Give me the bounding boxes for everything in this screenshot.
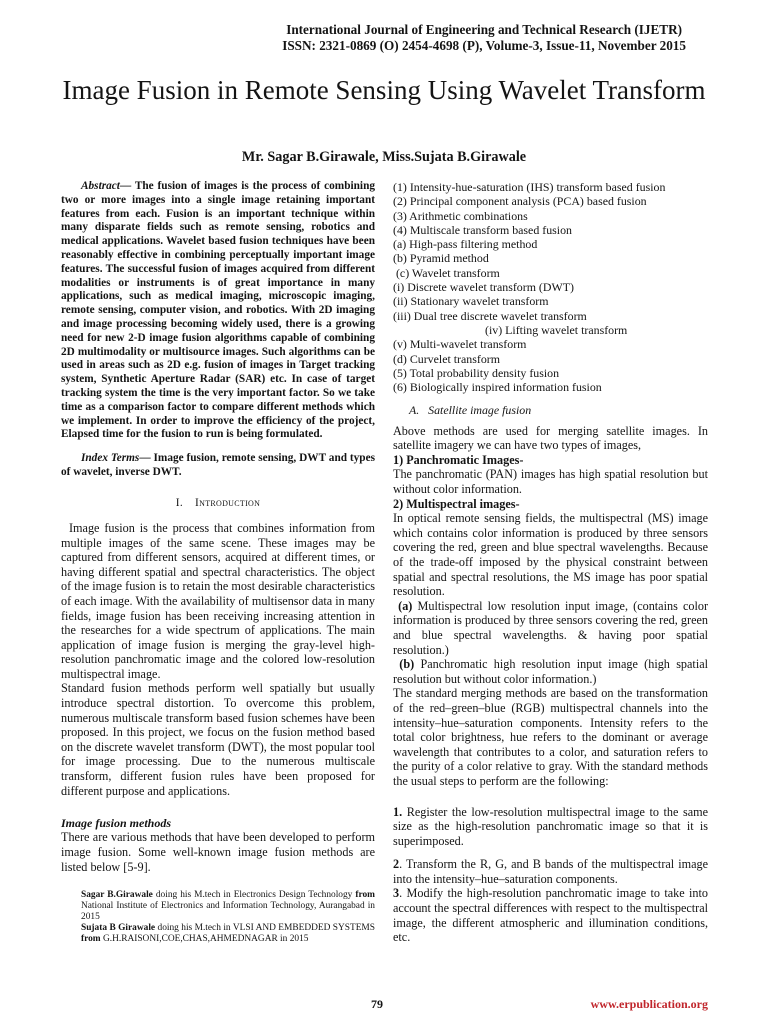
abstract <box>61 180 375 442</box>
multispectral-text: In optical remote sensing fields, the multispectral (MS) image which contains color information is produced by three sensors covering the red, green and blue spectral wavelengths. Because of the trade-off imposed by the physical constraint between spatial and spectral resolutions, the MS image has poor spatial resolution. <box>393 511 708 599</box>
list-item: (i) Discrete wavelet transform (DWT) <box>393 280 574 295</box>
list-item: (1) Intensity-hue-saturation (IHS) transform based fusion <box>393 180 666 194</box>
journal-issn: ISSN: 2321-0869 (O) 2454-4698 (P), Volume-3, Issue-11, November 2015 <box>282 38 686 53</box>
footnote-author-1 <box>81 890 375 923</box>
abstract-label: Abstract <box>81 180 120 192</box>
intro-paragraph-2: Standard fusion methods perform well spatially but usually introduce spectral distortion. To overcome this problem, numerous multiscale transform based fusion schemes have been proposed. In this project, we focus on the fusion method based on the discrete wavelet transform (DWT), the most popular tool for image processing. Due to the numerous multiscale transform, different fusion rules have been proposed for different purpose and applications. <box>61 681 375 798</box>
step-3-num: 3 <box>393 886 400 901</box>
footnote-author-2-inst: G.H.RAISONI,COE,CHAS,AHMEDNAGAR in 2015 <box>100 934 309 945</box>
step-2 <box>393 857 708 886</box>
standard-methods-text: The standard merging methods are based on the transformation of the red–green–blue (RGB) multispectral channels into the intensity–hue–saturation components. Intensity refers to the total color brightness, hue refers to the dominant or average wavelength that contributes to a color, and saturation refers to the purity of a color relative to gray. With the standard methods the usual steps to perform are the following: <box>393 686 708 788</box>
paper-authors: Mr. Sagar B.Girawale, Miss.Sujata B.Girawale <box>241 149 527 165</box>
list-item: (5) Total probability density fusion <box>393 365 560 380</box>
list-item: (b) Pyramid method <box>393 251 489 266</box>
author-footnote <box>61 890 375 945</box>
list-item: (a) High-pass filtering method <box>393 237 538 252</box>
panchromatic-text: The panchromatic (PAN) images has high spatial resolution but without color information. <box>393 467 708 497</box>
panchromatic-heading: 1) Panchromatic Images- <box>393 452 524 467</box>
list-item: (3) Arithmetic combinations <box>393 208 528 223</box>
index-terms-label: Index Terms <box>81 452 140 465</box>
footnote-author-1-text: doing his M.tech in Electronics Design Technology <box>152 890 356 901</box>
input-a-label: (a) <box>398 598 413 613</box>
satellite-intro: Above methods are used for merging satellite images. In satellite imagery we can have two types of images, <box>393 423 708 453</box>
abstract-text: — The fusion of images is the process of combining two or more images into a single image retaining important features from each. Fusion is an important technique within many disparate fields such as remote sensing, robotics and medical applications. Wavelet based fusion techniques have been reasonably effective in combining perceptually important image features. The successful fusion of images acquired from different modalities or instruments is of great importance in many applications, such as medical imaging, microscopic imaging, remote sensing, computer vision, and robotics. With 2D imaging and image processing becoming widely used, there is a growing need for new 2-D image fusion algorithms capable of combining 2D multimodality or multisource images. Such algorithms can be used in areas such as 2D e.g. fusion of images in Target tracking system, Synthetic Aperture Radar (SAR) etc. In case of target tracking system the time is the very important factor. So we take time as a comparison factor to compare different methods which we implement. In order to improve the efficiency of the project, Elapsed time for the fusion to run is being formulated. <box>61 180 375 441</box>
list-item: (ii) Stationary wavelet transform <box>393 294 549 309</box>
step-3-text: . Modify the high-resolution panchromatic image to take into account the spectral differences with respect to the multispectral image, the different atmospheric and illumination conditions, etc. <box>393 886 708 945</box>
index-terms <box>61 452 375 480</box>
paper-title: Image Fusion in Remote Sensing Using Wavelet Transform <box>62 75 706 105</box>
section-number: I. <box>175 496 184 509</box>
page-number: 79 <box>371 997 383 1011</box>
journal-header <box>282 22 686 54</box>
step-3 <box>393 886 708 944</box>
right-column <box>393 180 708 945</box>
step-2-text: . Transform the R, G, and B bands of the multispectral image into the intensity–hue–saturation components. <box>393 857 708 886</box>
index-terms-text: — Image fusion, remote sensing, DWT and types of wavelet, inverse DWT. <box>61 452 375 478</box>
list-item: (2) Principal component analysis (PCA) based fusion <box>393 194 647 209</box>
list-item: (d) Curvelet transform <box>393 351 500 366</box>
step-1-text: Register the low-resolution multispectral image to the same size as the high-resolution panchromatic image so that it is superimposed. <box>393 804 708 848</box>
footnote-author-2 <box>81 923 375 945</box>
footnote-author-1-name: Sagar B.Girawale <box>81 890 153 901</box>
input-b-text: Panchromatic high resolution input image (high spatial resolution but without color information.) <box>393 657 709 686</box>
section-heading-introduction <box>61 496 375 510</box>
multispectral-heading: 2) Multispectral images- <box>393 496 520 511</box>
list-item: (iii) Dual tree discrete wavelet transform <box>393 308 587 323</box>
fusion-methods-text: There are various methods that have been developed to perform image fusion. Some well-known image fusion methods are listed below [5-9]. <box>61 830 375 874</box>
footnote-author-2-text: doing his M.tech in VLSI AND EMBEDDED SYSTEMS <box>155 923 375 934</box>
footnote-author-2-from: from <box>81 934 101 945</box>
intro-paragraph-1: Image fusion is the process that combines information from multiple images of the same scene. These images may be captured from different sensors, acquired at different times, or having different spatial and spectral characteristics. The object of the image fusion is to retain the most desirable characteristics of each image. With the availability of multisensor data in many fields, image fusion has been receiving increasing attention in the researches for a wide spectrum of applications. The main application of image fusion is merging the gray-level high-resolution panchromatic image and the colored low-resolution multispectral image. <box>61 520 375 681</box>
input-b <box>393 657 708 686</box>
footnote-author-1-from: from <box>355 890 375 901</box>
footnote-author-2-name: Sujata B Girawale <box>81 923 156 934</box>
list-item: (v) Multi-wavelet transform <box>393 337 527 352</box>
step-2-num: 2 <box>393 857 400 872</box>
list-item: (4) Multiscale transform based fusion <box>393 222 572 237</box>
fusion-methods-heading: Image fusion methods <box>61 816 172 831</box>
input-b-label: (b) <box>399 657 415 672</box>
journal-name: International Journal of Engineering and Technical Research (IJETR) <box>286 22 682 37</box>
footnote-author-1-inst: National Institute of Electronics and Information Technology, Aurangabad in 2015 <box>81 901 375 923</box>
section-title: Introduction <box>195 496 261 509</box>
publisher-website[interactable]: www.erpublication.org <box>590 997 708 1011</box>
satellite-heading: A. Satellite image fusion <box>409 403 532 418</box>
input-a-text: Multispectral low resolution input image, (contains color information is produced by three sensors covering the red, green and blue spectral wavelengths. & having poor spatial resolution.) <box>393 598 709 657</box>
list-item: (iv) Lifting wavelet transform <box>485 322 628 337</box>
step-1 <box>393 805 708 849</box>
left-column <box>61 180 375 945</box>
methods-list <box>393 180 708 394</box>
step-1-num: 1. <box>393 804 403 819</box>
input-a <box>393 599 708 657</box>
list-item: (c) Wavelet transform <box>393 265 500 280</box>
list-item: (6) Biologically inspired information fusion <box>393 380 602 395</box>
